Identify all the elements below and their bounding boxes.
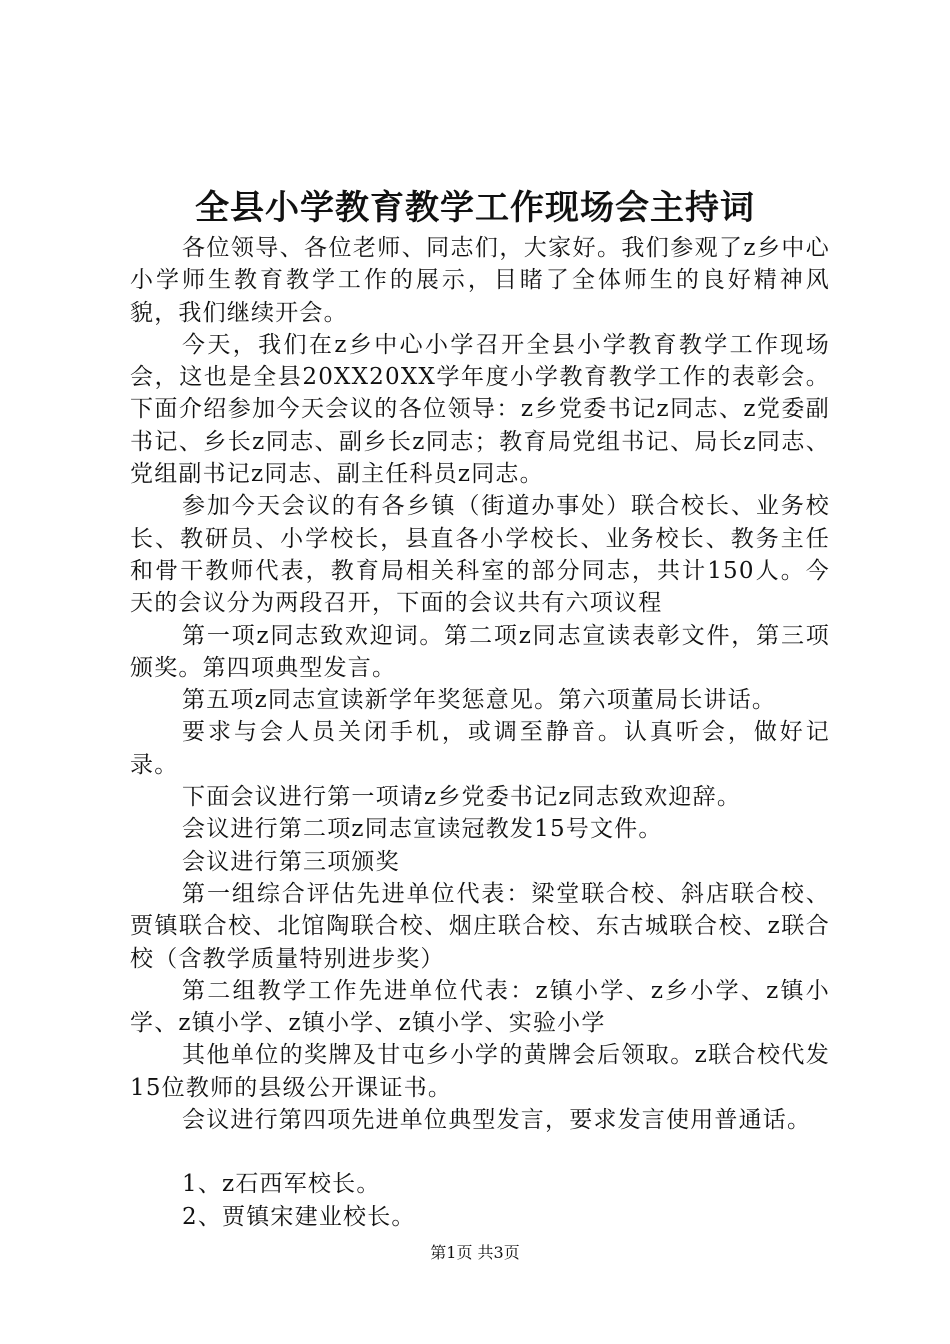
paragraph-item-3: 会议进行第三项颁奖 xyxy=(182,848,400,875)
paragraph-greeting: 各位领导、各位老师、同志们，大家好。我们参观了z乡中心小学师生教育教学工作的展示，目睹了全体师生的良好精神风貌，我们继续开会。 xyxy=(130,235,830,326)
paragraph-introduction: 今天，我们在z乡中心小学召开全县小学教育教学工作现场会，这也是全县20XX20XX学年度小学教育教学工作的表彰会。下面介绍参加今天会议的各位领导：z乡党委书记z同志、z党委副书记、乡长z同志、副乡长z同志；教育局党组书记、局长z同志、党组副书记z同志、副主任科员z同志。 xyxy=(130,331,830,488)
page-indicator: 第1页 共3页 xyxy=(430,1243,520,1262)
paragraph-award-group-2: 第二组教学工作先进单位代表：z镇小学、z乡小学、z镇小学、z镇小学、z镇小学、z镇小学、实验小学 xyxy=(130,977,830,1037)
paragraph-other-awards: 其他单位的奖牌及甘屯乡小学的黄牌会后领取。z联合校代发15位教师的县级公开课证书。 xyxy=(130,1042,830,1101)
document-body xyxy=(130,232,830,1233)
document-title: 全县小学教育教学工作现场会主持词 xyxy=(195,188,755,228)
paragraph-meeting-rules: 要求与会人员关闭手机，或调至静音。认真听会，做好记录。 xyxy=(130,719,830,778)
paragraph-award-group-1: 第一组综合评估先进单位代表：梁堂联合校、斜店联合校、贾镇联合校、北馆陶联合校、烟庄联合校、东古城联合校、z联合校（含教学质量特别进步奖） xyxy=(130,880,830,972)
paragraph-item-2: 会议进行第二项z同志宣读冠教发15号文件。 xyxy=(182,816,663,843)
paragraph-agenda-part-2: 第五项z同志宣读新学年奖惩意见。第六项董局长讲话。 xyxy=(182,687,777,714)
paragraph-item-1: 下面会议进行第一项请z乡党委书记z同志致欢迎辞。 xyxy=(182,784,742,811)
blank-line xyxy=(130,1136,830,1168)
paragraph-attendees: 参加今天会议的有各乡镇（街道办事处）联合校长、业务校长、教研员、小学校长，县直各小学校长、业务校长、教务主任和骨干教师代表，教育局相关科室的部分同志，共计150人。今天的会议分为两段召开，下面的会议共有六项议程 xyxy=(130,493,830,617)
speaker-list-item: 1、z石西军校长。 xyxy=(182,1171,381,1198)
paragraph-item-4: 会议进行第四项先进单位典型发言，要求发言使用普通话。 xyxy=(182,1107,812,1134)
paragraph-agenda-part-1: 第一项z同志致欢迎词。第二项z同志宣读表彰文件，第三项颁奖。第四项典型发言。 xyxy=(130,622,830,681)
speaker-list-item: 2、贾镇宋建业校长。 xyxy=(182,1203,416,1230)
